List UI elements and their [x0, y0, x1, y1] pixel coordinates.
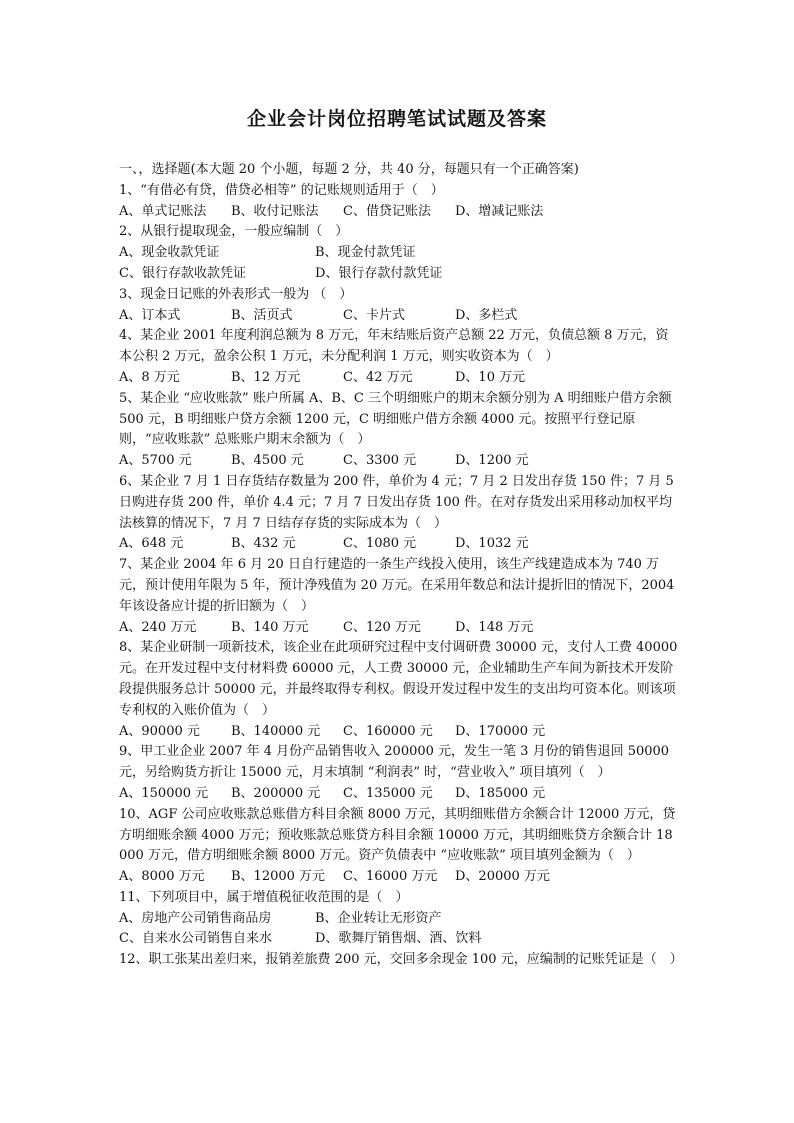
question-stem: 1、“有借必有贷，借贷必相等” 的记账规则适用于（ ） [119, 182, 444, 198]
answer-option: D、银行存款付款凭证 [315, 265, 443, 281]
options-row [119, 451, 679, 472]
page-title: 企业会计岗位招聘笔试试题及答案 [246, 108, 547, 130]
answer-option: B、收付记账法 [231, 203, 319, 219]
answer-option: A、8 万元 [119, 369, 180, 385]
options-row [119, 867, 679, 888]
question-stem: 9、甲工业企业 2007 年 4 月份产品销售收入 200000 元，发生一笔 3 月份的销售退回 50000 元，另给购货方折让 15000 元，月末填制 “利润表” 时，“营业收入” 项目填列（ ） [119, 744, 670, 781]
options-row [119, 784, 679, 805]
answer-option: B、4500 元 [231, 453, 304, 469]
answer-option: A、150000 元 [119, 785, 209, 801]
question-list [119, 160, 683, 971]
answer-option: A、订本式 [119, 307, 181, 323]
question-stem: 6、某企业 7 月 1 日存货结存数量为 200 件，单价为 4 元；7 月 2 日发出存货 150 件；7 月 5 日购进存货 200 件，单价 4.4 元；7 月 7 日发出存货 100 件。在对存货发出采用移动加权平均法核算的情况下，7 月 7 日结存存货的实际成本为（ ） [119, 473, 674, 531]
answer-option: B、12 万元 [231, 369, 301, 385]
answer-option: B、12000 万元 [231, 869, 326, 885]
answer-option: A、8000 万元 [119, 869, 205, 885]
answer-option: A、240 万元 [119, 619, 197, 635]
answer-option: C、自来水公司销售自来水 [119, 931, 272, 947]
options-row [119, 243, 679, 264]
answer-option: C、160000 元 [343, 723, 433, 739]
options-row [119, 722, 679, 743]
question-stem: 12、职工张某出差归来，报销差旅费 200 元，交回多余现金 100 元，应编制的记账凭证是（ ） [119, 952, 683, 968]
answer-option: C、120 万元 [343, 619, 421, 635]
question-stem: 11、下列项目中，属于增值税征收范围的是（ ） [119, 889, 409, 905]
answer-option: A、648 元 [119, 536, 184, 552]
answer-option: B、现金付款凭证 [315, 245, 416, 261]
options-row [119, 202, 679, 223]
answer-option: D、1032 元 [455, 536, 529, 552]
options-row [119, 909, 679, 930]
answer-option: C、卡片式 [343, 307, 405, 323]
answer-option: A、单式记账法 [119, 203, 207, 219]
options-row [119, 534, 679, 555]
question-stem: 3、现金日记账的外表形式一般为 （ ） [119, 286, 353, 302]
answer-option: B、企业转让无形资产 [315, 910, 442, 926]
section-heading: 一、，选择题(本大题 20 个小题，每题 2 分，共 40 分，每题只有一个正确答案) [119, 162, 579, 177]
answer-option: D、170000 元 [455, 723, 546, 739]
options-row [119, 264, 679, 285]
answer-option: D、多栏式 [455, 307, 518, 323]
options-row [119, 618, 679, 639]
answer-option: A、房地产公司销售商品房 [119, 910, 272, 926]
answer-option: C、42 万元 [343, 369, 413, 385]
answer-option: C、1080 元 [343, 536, 417, 552]
answer-option: A、5700 元 [119, 453, 192, 469]
answer-option: C、借贷记账法 [343, 203, 431, 219]
answer-option: B、活页式 [231, 307, 293, 323]
question-stem: 4、某企业 2001 年度利润总额为 8 万元，年末结账后资产总额 22 万元，负债总额 8 万元，资本公积 2 万元，盈余公积 1 万元，未分配利润 1 万元，则实收资本为（ ） [119, 328, 669, 365]
answer-option: B、140000 元 [231, 723, 321, 739]
answer-option: A、现金收款凭证 [119, 245, 220, 261]
question-stem: 8、某企业研制一项新技术，该企业在此项研究过程中支付调研费 30000 元，支付人工费 40000 元。在开发过程中支付材料费 60000 元，人工费 30000 元，企业辅助生产车间为新技术开发阶段提供服务总计 50000 元，并最终取得专利权。假设开发过程中发生的支出均可资本化。则该项专利权的入账价值为（ ） [119, 640, 678, 718]
answer-option: B、140 万元 [231, 619, 309, 635]
answer-option: C、16000 万元 [343, 869, 438, 885]
options-row [119, 368, 679, 389]
answer-option: A、90000 元 [119, 723, 200, 739]
answer-option: C、银行存款收款凭证 [119, 265, 246, 281]
question-stem: 10、AGF 公司应收账款总账借方科目余额 8000 万元，其明细账借方余额合计 12000 万元，贷方明细账余额 4000 万元；预收账款总账贷方科目余额 10000 万元，其明细账贷方余额合计 18000 万元，借方明细账余额 8000 万元。资产负债表中 “应收账款” 项目填列金额为（ ） [119, 806, 676, 864]
answer-option: D、20000 万元 [455, 869, 550, 885]
question-stem: 2、从银行提取现金，一般应编制（ ） [119, 224, 349, 240]
answer-option: B、432 元 [231, 536, 296, 552]
answer-option: D、10 万元 [455, 369, 526, 385]
options-row [119, 306, 679, 327]
answer-option: D、1200 元 [455, 453, 529, 469]
answer-option: D、185000 元 [455, 785, 546, 801]
answer-option: D、歌舞厅销售烟、酒、饮料 [315, 931, 482, 947]
answer-option: B、200000 元 [231, 785, 321, 801]
question-stem: 7、某企业 2004 年 6 月 20 日自行建造的一条生产线投入使用，该生产线建造成本为 740 万元，预计使用年限为 5 年，预计净残值为 20 万元。在采用年数总和法计提折旧的情况下，2004 年该设备应计提的折旧额为（ ） [119, 557, 675, 614]
answer-option: C、3300 元 [343, 453, 417, 469]
options-row [119, 929, 679, 950]
answer-option: D、148 万元 [455, 619, 534, 635]
answer-option: D、增减记账法 [455, 203, 544, 219]
question-stem: 5、某企业 “应收账款” 账户所属 A、B、C 三个明细账户的期末余额分别为 A 明细账户借方余额 500 元，B 明细账户贷方余额 1200 元，C 明细账户借方余额 4000 元。按照平行登记原则，“应收账款” 总账账户期末余额为（ ） [119, 390, 672, 448]
answer-option: C、135000 元 [343, 785, 433, 801]
